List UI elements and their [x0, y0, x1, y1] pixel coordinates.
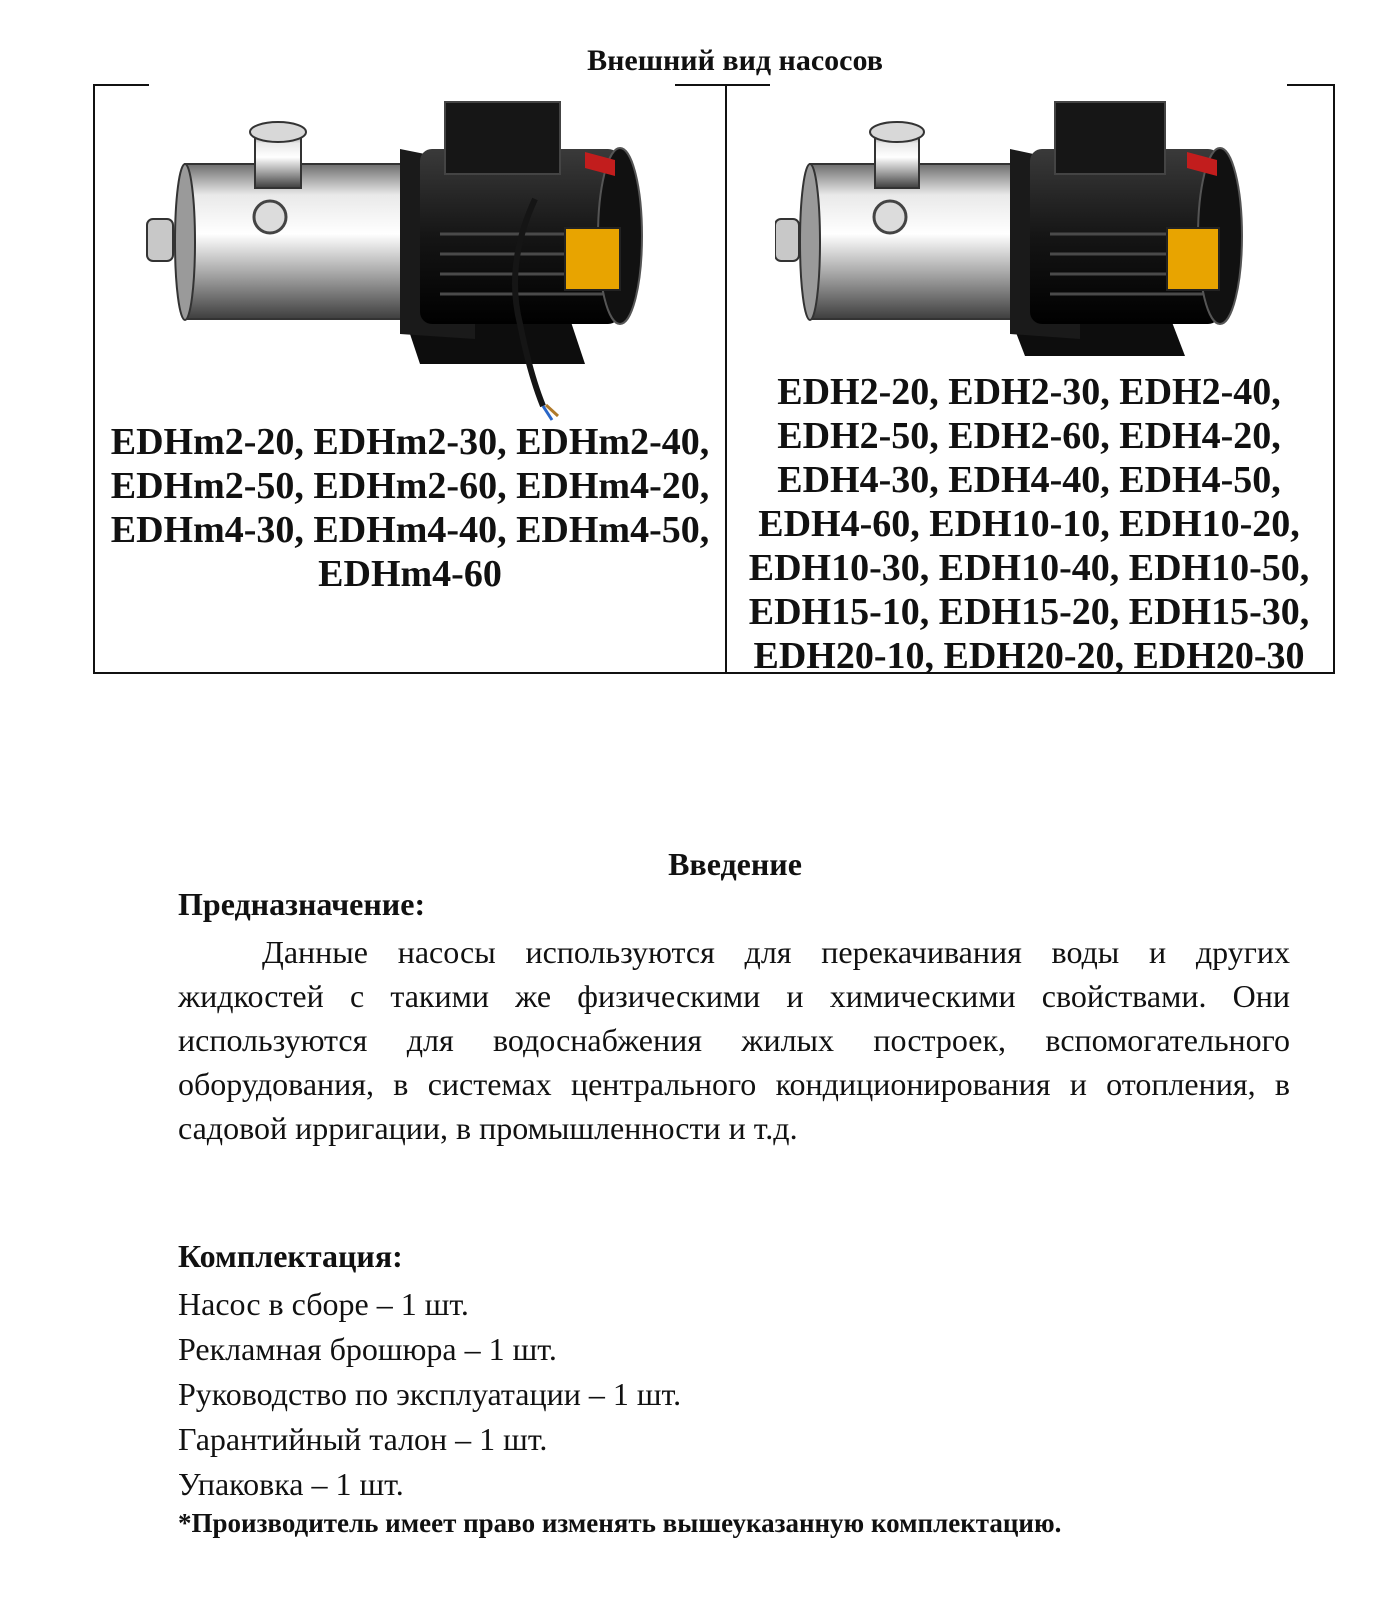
surface-pump-with-cable-icon — [145, 94, 685, 424]
models-list-single-phase: EDHm2-20, EDHm2-30, EDHm2-40, EDHm2-50, EDHm2-60, EDHm4-20, EDHm4-30, EDHm4-40, EDHm4-50, EDHm4-60 — [110, 421, 710, 595]
surface-pump-icon — [775, 94, 1275, 364]
models-cell-right — [727, 86, 1331, 677]
page-title: Внешний вид насосов — [587, 44, 883, 77]
models-cell-left — [95, 86, 725, 672]
list-item: Рекламная брошюра – 1 шт. — [178, 1331, 557, 1367]
list-item: Гарантийный талон – 1 шт. — [178, 1421, 548, 1457]
kit-list — [178, 1282, 681, 1507]
section-title-introduction: Введение — [668, 846, 802, 882]
footnote: *Производитель имеет право изменять вышеуказанную комплектацию. — [178, 1508, 1062, 1538]
list-item: Руководство по эксплуатации – 1 шт. — [178, 1376, 682, 1412]
purpose-heading: Предназначение: — [178, 886, 426, 922]
list-item: Насос в сборе – 1 шт. — [178, 1286, 469, 1322]
list-item: Упаковка – 1 шт. — [178, 1466, 404, 1502]
purpose-paragraph: Данные насосы используются для перекачивания воды и других жидкостей с такими же физическими и химическими свойствами. Они используются для водоснабжения жилых построек, вспомогательного оборудования, в системах центрального кондиционирования и отопления, в садовой ирригации, в промышленности и т.д. — [178, 934, 1290, 1146]
models-list-three-phase: EDH2-20, EDH2-30, EDH2-40, EDH2-50, EDH2-60, EDH4-20, EDH4-30, EDH4-40, EDH4-50, EDH4-60, EDH10-10, EDH10-20, EDH10-30, EDH10-40, EDH10-50, EDH15-10, EDH15-20, EDH15-30, EDH20-10, EDH20-20, EDH20-30 — [748, 371, 1310, 677]
kit-heading: Комплектация: — [178, 1238, 403, 1274]
